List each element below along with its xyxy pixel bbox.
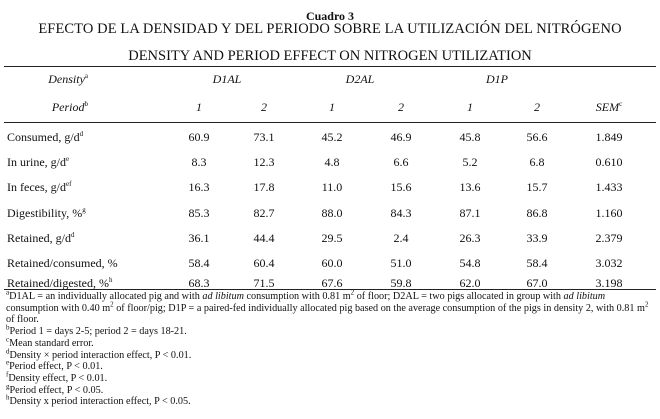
footnote-text: Density × period interaction effect, P < 0.01. [9,349,192,361]
group-header-d1al: D1AL [212,72,242,86]
row-label-text: In feces, g/d [7,180,66,194]
period-header-sup: b [84,100,88,108]
group-header-d1p: D1P [486,72,508,86]
row-label-sup: g [82,206,86,214]
row-label-sup: e [66,155,70,163]
table-cell: 86.8 [526,206,548,220]
table-cell: 15.6 [390,180,412,194]
footnote-superscript: 2 [350,288,355,297]
table-cell: 45.8 [459,130,481,144]
table-cell: 58.4 [526,256,548,270]
row-label-sup: d [70,231,75,239]
footnote-marker: h [6,393,10,402]
period-header-cell: 1 [196,100,202,114]
row-label [7,256,118,271]
table-cell: 85.3 [188,206,210,220]
table-cell: 16.3 [188,180,210,194]
table-header-rule [4,122,656,123]
row-label [7,155,69,170]
footnote-text: Period effect, P < 0.01. [9,361,103,373]
table-cell: 26.3 [459,231,481,245]
sem-header [587,100,631,115]
footnote-c [6,335,656,350]
table-cell: 60.9 [188,130,210,144]
table-cell: 2.4 [393,231,409,245]
row-label-text: Retained/digested, % [7,276,109,290]
sem-cell: 3.032 [595,256,623,270]
table-cell: 33.9 [526,231,548,245]
footnote-text: Density x period interaction effect, P < 0.05. [9,396,191,408]
table-top-rule [4,66,656,67]
footnote-marker: c [6,335,10,344]
row-label [7,231,74,246]
footnote-h [6,393,656,408]
footnote-marker: g [6,382,10,391]
table-cell: 45.2 [321,130,343,144]
group-header-d2al: D2AL [345,72,375,86]
footnote-d [6,347,656,362]
row-label [7,206,86,221]
table-title-spanish: EFECTO DE LA DENSIDAD Y DEL PERIODO SOBRE LA UTILIZACIÓN DEL NITRÓGENO [38,21,622,37]
row-label [7,130,83,145]
table-cell: 6.6 [393,155,409,169]
footnote-text: D1AL = an individually allocated pig and with [9,291,203,302]
table-cell: 71.5 [253,276,275,290]
density-header-sup: a [84,72,88,80]
row-label-text: Retained, g/d [7,231,71,245]
footnote-marker: d [6,347,10,356]
row-label [7,276,112,291]
period-header-cell: 1 [467,100,473,114]
footnote-text: of floor; D2AL = two pigs allocated in group with [354,291,564,302]
sem-cell: 1.849 [595,130,623,144]
footnote-text: of floor. [6,314,39,326]
period-header-cell: 2 [398,100,404,114]
sem-cell: 3.198 [595,276,623,290]
period-header [6,100,88,115]
footnote-marker: e [6,358,10,367]
sem-cell: 1.433 [595,180,623,194]
table-cell: 51.0 [390,256,412,270]
footnotes [6,288,656,408]
footnote-text: Period 1 = days 2-5; period 2 = days 18-21. [9,326,187,338]
table-cell: 67.0 [526,276,548,290]
table-cell: 62.0 [459,276,481,290]
table-cell: 88.0 [321,206,343,220]
sem-header-sup: c [619,100,623,108]
sem-cell: 0.610 [595,155,623,169]
footnote-text: consumption with 0.40 m [6,302,111,314]
table-label: Cuadro 3 [305,9,355,23]
table-cell: 54.8 [459,256,481,270]
row-label-sup: d [79,130,84,138]
table-cell: 36.1 [188,231,210,245]
footnote-f [6,370,656,385]
period-header-cell: 2 [534,100,540,114]
footnote-text: Mean standard error. [9,337,94,349]
table-title-english: DENSITY AND PERIOD EFFECT ON NITROGEN UTILIZATION [128,48,532,64]
footnote-marker: a [6,288,10,297]
table-cell: 8.3 [191,155,207,169]
table-cell: 46.9 [390,130,412,144]
period-header-cell: 2 [261,100,267,114]
row-label [7,180,71,195]
row-label-text: Consumed, g/d [7,130,80,144]
table-cell: 58.4 [188,256,210,270]
row-label-sup: ef [65,180,72,188]
table-cell: 60.4 [253,256,275,270]
footnote-text: consumption with 0.81 m [243,291,351,302]
table-cell: 56.6 [526,130,548,144]
footnote-marker: b [6,323,10,332]
footnote-italic: ad libitum [563,291,606,302]
row-label-sup: h [108,276,113,284]
table-cell: 11.0 [321,180,343,194]
footnote-text: of floor/pig; D1P = a paired-fed individually allocated pig based on the average consumption of the pigs in density 2, with 0.81 m [113,302,645,314]
table-cell: 59.8 [390,276,412,290]
table-cell: 73.1 [253,130,275,144]
footnote-marker: f [6,370,9,379]
table-cell: 44.4 [253,231,275,245]
table-cell: 68.3 [188,276,210,290]
footnote-e [6,358,656,373]
sem-cell: 2.379 [595,231,623,245]
footnote-a [6,288,656,326]
footnote-b [6,323,656,338]
table-cell: 17.8 [253,180,275,194]
table-cell: 6.8 [529,155,545,169]
sem-cell: 1.160 [595,206,623,220]
footnote-italic: ad libitum [202,291,244,302]
period-header-cell: 1 [329,100,335,114]
table-cell: 12.3 [253,155,275,169]
table-cell: 29.5 [321,231,343,245]
period-header-text: Period [51,100,85,114]
footnote-superscript: 2 [110,300,114,309]
density-header-text: Density [48,72,85,86]
table-cell: 60.0 [321,256,343,270]
table-cell: 87.1 [459,206,481,220]
sem-header-text: SEM [595,100,620,114]
footnote-text: Period effect, P < 0.05. [9,384,104,396]
row-label-text: Retained/consumed, % [7,256,118,270]
density-header [6,72,88,87]
table-cell: 5.2 [462,155,478,169]
footnote-text: Density effect, P < 0.01. [8,372,108,384]
table-cell: 13.6 [459,180,481,194]
footnote-superscript: 2 [644,300,649,309]
table-cell: 67.6 [321,276,343,290]
table-cell: 82.7 [253,206,275,220]
footnote-g [6,382,656,397]
row-label-text: Digestibility, % [7,206,83,220]
table-cell: 84.3 [390,206,412,220]
row-label-text: In urine, g/d [7,155,66,169]
table-cell: 15.7 [526,180,548,194]
table-cell: 4.8 [324,155,340,169]
